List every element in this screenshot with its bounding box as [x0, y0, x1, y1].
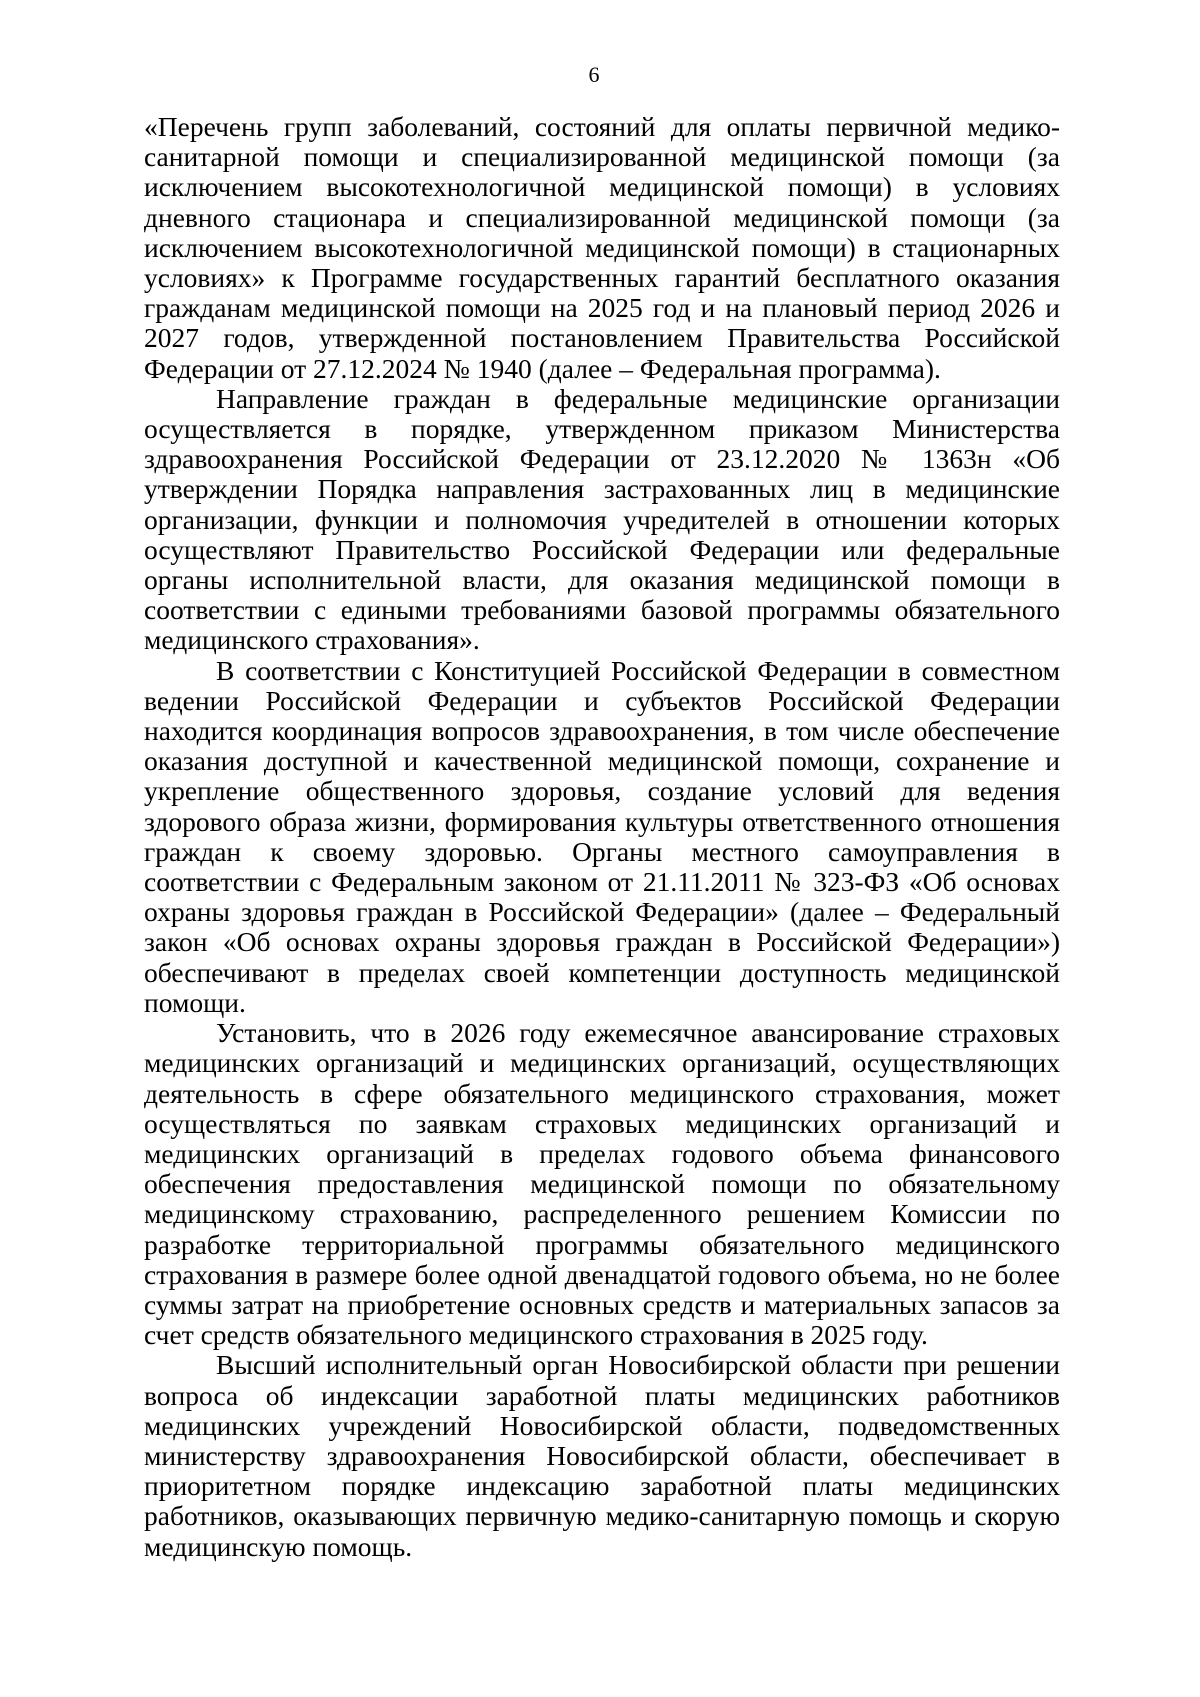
paragraph-federal-referral: Направление граждан в федеральные медицинские организации осуществляется в порядке, утвержденном приказом Министерства здравоохранения Российской Федерации от 23.12.2020 № 1363н «Об утверждении Порядка направления застрахованных лиц в медицинские организации, функции и полномочия учредителей в отношении которых осуществляют Правительство Российской Федерации или федеральные органы исполнительной власти, для оказания медицинской помощи в соответствии с едиными требованиями базовой программы обязательного медицинского страхования». [144, 382, 1060, 656]
paragraph-federal-program-list: «Перечень групп заболеваний, состояний для оплаты первичной медико-санитарной помощи и специализированной медицинской помощи (за исключением высокотехнологичной медицинской помощи) в условиях дневного стационара и специализированной медицинской помощи (за исключением высокотехнологичной медицинской помощи) в стационарных условиях» к Программе государственных гарантий бесплатного оказания гражданам медицинской помощи на 2025 год и на плановый период 2026 и 2027 годов, утвержденной постановлением Правительства Российской Федерации от 27.12.2024 № 1940 (далее – Федеральная программа). [144, 111, 1060, 384]
paragraph-monthly-advance: Установить, что в 2026 году ежемесячное авансирование страховых медицинских организаций и медицинских организаций, осуществляющих деятельность в сфере обязательного медицинского страхования, может осуществляться по заявкам страховых медицинских организаций и медицинских организаций в пределах годового объема финансового обеспечения предоставления медицинской помощи по обязательному медицинскому страхованию, распределенного решением Комиссии по разработке территориальной программы обязательного медицинского страхования в размере более одной двенадцатой годового объема, но не более суммы затрат на приобретение основных средств и материальных запасов за счет средств обязательного медицинского страхования в 2025 году. [144, 1017, 1060, 1351]
paragraph-constitution-joint-jurisdiction: В соответствии с Конституцией Российской Федерации в совместном ведении Российской Федерации и субъектов Российской Федерации находится координация вопросов здравоохранения, в том числе обеспечение оказания доступной и качественной медицинской помощи, сохранение и укрепление общественного здоровья, создание условий для ведения здорового образа жизни, формирования культуры ответственного отношения граждан к своему здоровью. Органы местного самоуправления в соответствии с Федеральным законом от 21.11.2011 № 323-ФЗ «Об основах охраны здоровья граждан в Российской Федерации» (далее – Федеральный закон «Об основах охраны здоровья граждан в Российской Федерации») обеспечивают в пределах своей компетенции доступность медицинской помощи. [144, 654, 1060, 1018]
document-body [144, 112, 1060, 1562]
page-number: 6 [588, 62, 600, 87]
paragraph-salary-indexation: Высший исполнительный орган Новосибирской области при решении вопроса об индексации заработной платы медицинских работников медицинских учреждений Новосибирской области, подведомственных министерству здравоохранения Новосибирской области, обеспечивает в приоритетном порядке индексацию заработной платы медицинских работников, оказывающих первичную медико-санитарную помощь и скорую медицинскую помощь. [144, 1349, 1060, 1562]
